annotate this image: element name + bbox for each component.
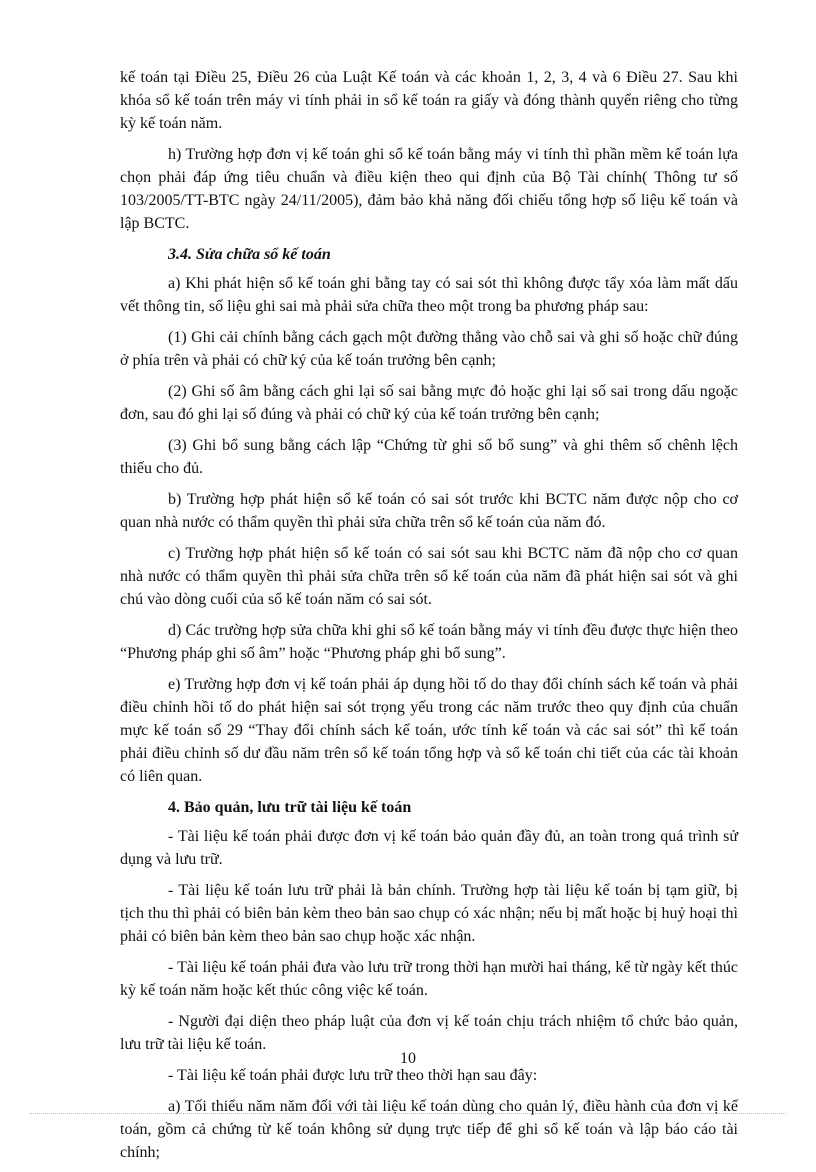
paragraph: (2) Ghi số âm bằng cách ghi lại số sai bằng mực đỏ hoặc ghi lại số sai trong dấu ngoặc đơn, sau đó ghi lại số đúng và phải có chữ ký của kế toán trưởng bên cạnh; (120, 383, 738, 423)
paragraph: (1) Ghi cải chính bằng cách gạch một đường thẳng vào chỗ sai và ghi số hoặc chữ đúng ở phía trên và phải có chữ ký của kế toán trưởng bên cạnh; (120, 329, 738, 369)
paragraph: e) Trường hợp đơn vị kế toán phải áp dụng hồi tố do thay đổi chính sách kế toán và phải điều chỉnh hồi tố do phát hiện sai sót trọng yếu trong các năm trước theo quy định của chuẩn mực kế toán số 29 “Thay đổi chính sách kế toán, ước tính kế toán và các sai sót” thì kế toán phải điều chỉnh số dư đầu năm trên sổ kế toán tổng hợp và sổ kế toán chi tiết của các tài khoản có liên quan. (120, 676, 738, 785)
page-bottom-divider (30, 1113, 786, 1114)
paragraph: a) Tối thiểu năm năm đối với tài liệu kế toán dùng cho quản lý, điều hành của đơn vị kế toán, gồm cả chứng từ kế toán không sử dụng trực tiếp để ghi sổ kế toán và lập báo cáo tài chính; (120, 1098, 738, 1161)
section-heading: 3.4. Sửa chữa sổ kế toán (168, 246, 331, 263)
paragraph: - Tài liệu kế toán phải được đơn vị kế toán bảo quản đầy đủ, an toàn trong quá trình sử dụng và lưu trữ. (120, 828, 738, 868)
paragraph: - Tài liệu kế toán phải đưa vào lưu trữ trong thời hạn mười hai tháng, kể từ ngày kết thúc kỳ kế toán năm hoặc kết thúc công việc kế toán. (120, 959, 738, 999)
paragraph: - Người đại diện theo pháp luật của đơn vị kế toán chịu trách nhiệm tổ chức bảo quản, lưu trữ tài liệu kế toán. (120, 1013, 738, 1053)
document-page (120, 66, 738, 1172)
page-number: 10 (400, 1050, 416, 1067)
paragraph: h) Trường hợp đơn vị kế toán ghi sổ kế toán bằng máy vi tính thì phần mềm kế toán lựa chọn phải đáp ứng tiêu chuẩn và điều kiện theo qui định của Bộ Tài chính( Thông tư số 103/2005/TT-BTC ngày 24/11/2005), đảm bảo khả năng đối chiếu tổng hợp số liệu kế toán và lập BCTC. (120, 146, 738, 232)
paragraph: - Tài liệu kế toán phải được lưu trữ theo thời hạn sau đây: (168, 1067, 538, 1084)
paragraph: d) Các trường hợp sửa chữa khi ghi sổ kế toán bằng máy vi tính đều được thực hiện theo “Phương pháp ghi số âm” hoặc “Phương pháp ghi bổ sung”. (120, 622, 738, 662)
paragraph: b) Trường hợp phát hiện sổ kế toán có sai sót trước khi BCTC năm được nộp cho cơ quan nhà nước có thẩm quyền thì phải sửa chữa trên sổ kế toán của năm đó. (120, 491, 738, 531)
paragraph: kế toán tại Điều 25, Điều 26 của Luật Kế toán và các khoản 1, 2, 3, 4 và 6 Điều 27. Sau khi khóa sổ kế toán trên máy vi tính phải in sổ kế toán ra giấy và đóng thành quyển riêng cho từng kỳ kế toán năm. (120, 69, 738, 132)
paragraph: a) Khi phát hiện sổ kế toán ghi bằng tay có sai sót thì không được tẩy xóa làm mất dấu vết thông tin, số liệu ghi sai mà phải sửa chữa theo một trong ba phương pháp sau: (120, 275, 738, 315)
paragraph: (3) Ghi bổ sung bằng cách lập “Chứng từ ghi sổ bổ sung” và ghi thêm số chênh lệch thiếu cho đủ. (120, 437, 738, 477)
paragraph: c) Trường hợp phát hiện sổ kế toán có sai sót sau khi BCTC năm đã nộp cho cơ quan nhà nước có thẩm quyền thì phải sửa chữa trên sổ kế toán của năm đã phát hiện sai sót và ghi chú vào dòng cuối của sổ kế toán năm có sai sót. (120, 545, 738, 608)
section-heading: 4. Bảo quản, lưu trữ tài liệu kế toán (168, 799, 412, 816)
paragraph: - Tài liệu kế toán lưu trữ phải là bản chính. Trường hợp tài liệu kế toán bị tạm giữ, bị tịch thu thì phải có biên bản kèm theo bản sao chụp có xác nhận; nếu bị mất hoặc bị huỷ hoại thì phải có biên bản kèm theo bản sao chụp hoặc xác nhận. (120, 882, 738, 945)
